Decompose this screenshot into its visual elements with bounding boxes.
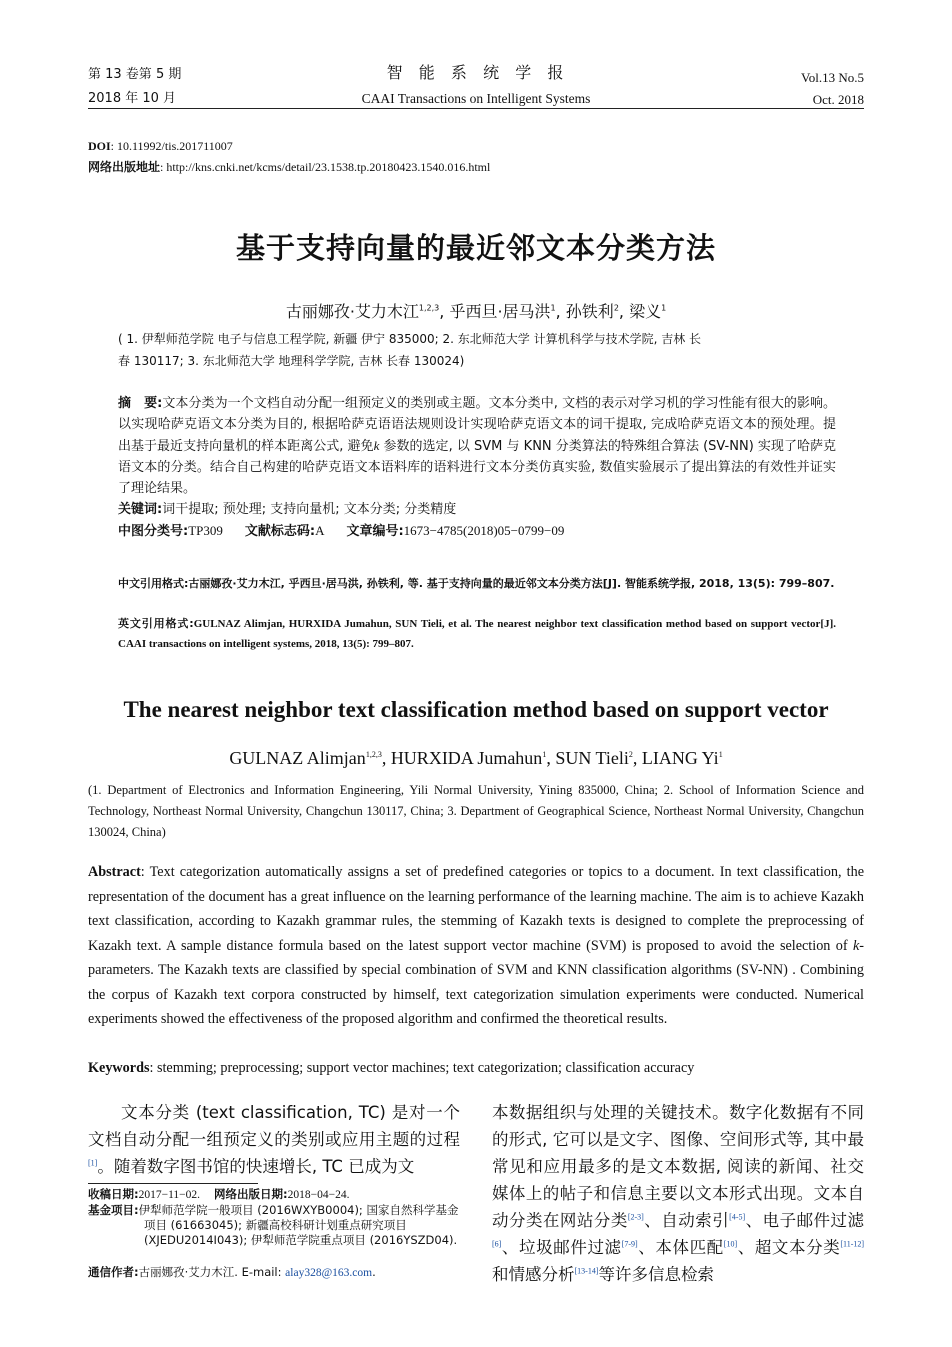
body-right-cite-2[interactable]: [4-5] — [729, 1212, 746, 1222]
title-zh: 基于支持向量的最近邻文本分类方法 — [235, 231, 716, 265]
corr-end: . — [372, 1265, 376, 1279]
fund-label: 基金项目: — [88, 1203, 139, 1217]
body-right-text-7: 和情感分析 — [492, 1265, 575, 1284]
author-en-1-sup: 1,2,3 — [365, 750, 382, 759]
footnote-corresponding — [88, 1265, 460, 1281]
classification-line — [118, 520, 836, 542]
citation-en — [118, 614, 836, 654]
author-zh-1-sup: 1,2,3 — [418, 303, 440, 313]
article-no-value: 1673−4785(2018)05−0799−09 — [403, 523, 565, 538]
affiliations-zh — [118, 328, 838, 372]
authors-zh — [0, 299, 952, 322]
body-right-cite-4[interactable]: [7-9] — [621, 1239, 638, 1249]
keywords-en-label: Keywords — [88, 1060, 150, 1076]
keywords-en-text: : stemming; preprocessing; support vector machines; text categorization; classification accuracy — [149, 1060, 695, 1076]
fund-text: 伊犁师范学院一般项目 (2016WXYB0004); 国家自然科学基金项目 (61663045); 新疆高校科研计划重点研究项目 (XJEDU2014I043); 伊犁师范学院重点项目 (2016YSZD04). — [138, 1203, 459, 1247]
affiliations-zh-line-1: ( 1. 伊犁师范学院 电子与信息工程学院, 新疆 伊宁 835000; 2. 东北师范大学 计算机科学与技术学院, 吉林 长 — [118, 332, 702, 346]
abstract-zh — [118, 393, 836, 542]
date-en: Oct. 2018 — [812, 92, 864, 107]
body-right-text-3: 、电子邮件过滤 — [745, 1211, 865, 1230]
keywords-en — [88, 1057, 864, 1079]
online-address-label: 网络出版地址 — [88, 160, 161, 174]
body-right-cite-6[interactable]: [11-12] — [840, 1239, 865, 1249]
abstract-en-label: Abstract — [88, 864, 141, 880]
authors-en — [0, 748, 952, 769]
body-left-cite-1[interactable]: [1] — [88, 1158, 98, 1168]
author-zh-2-sup: 1 — [550, 303, 556, 313]
affiliations-zh-line-2: 春 130117; 3. 东北师范大学 地理科学学院, 吉林 长春 130024) — [118, 354, 465, 368]
article-no-label: 文章编号: — [346, 524, 404, 539]
body-right-text-6: 、超文本分类 — [737, 1238, 841, 1257]
journal-title-zh: 智 能 系 统 学 报 — [386, 63, 566, 82]
doi-value[interactable]: : 10.11992/tis.201711007 — [110, 139, 233, 153]
clc-value: TP309 — [188, 523, 223, 538]
author-en-4: , LIANG Yi — [632, 748, 719, 768]
body-right-cite-3[interactable]: [6] — [492, 1239, 502, 1249]
footnote-fund — [88, 1203, 460, 1248]
corr-label: 通信作者: — [88, 1265, 139, 1279]
abstract-en-text-1: : Text categorization automatically assigns a set of predefined categories or topics to a document. In text classification, the representation of the document has a great influence on the learning performance of the learning machine. The aim is to achieve Kazakh text classification, according to Kazakh grammar rules, the stemming of Kazakh texts is designed to complete the preprocessing of Kazakh text. A sample distance formula based on the latest support vector machine (SVM) is proposed to avoid the selection of — [88, 864, 864, 954]
body-left-text-1: 文本分类 (text classification, TC) 是对一个文档自动分配一组预定义的类别或应用主题的过程 — [88, 1103, 460, 1149]
author-zh-4: , 梁义 — [618, 302, 662, 321]
abstract-en-text-2: -parameters. The Kazakh texts are classified by special combination of SVM and KNN classification algorithms (SV-NN) . Combining the corpus of Kazakh text corpora constructed by himself, text categorization simulation experiments were conducted. Numerical experiments showed the effectiveness of the proposed algorithm and confirmed the theoretical results. — [88, 937, 864, 1027]
doi-label: DOI — [88, 139, 111, 153]
title-en: The nearest neighbor text classification method based on support vector — [123, 697, 829, 722]
doc-code-value: A — [315, 523, 325, 538]
doi-line — [88, 136, 233, 156]
abstract-zh-label: 摘 要: — [118, 396, 163, 411]
author-zh-3-sup: 2 — [613, 303, 619, 313]
abstract-en-k: k — [852, 937, 860, 954]
abstract-zh-k: k — [373, 438, 380, 453]
received-value: 2017−11−02. — [138, 1189, 201, 1201]
journal-title-en: CAAI Transactions on Intelligent Systems — [361, 91, 591, 106]
received-label: 收稿日期: — [88, 1187, 139, 1201]
body-right-cite-5[interactable]: [10] — [723, 1239, 738, 1249]
online-date-value: 2018−04−24. — [287, 1189, 350, 1201]
online-address-line — [88, 157, 490, 177]
corr-email-link[interactable]: alay328@163.com — [285, 1267, 373, 1279]
abstract-zh-text-1: 文本分类为一个文档自动分配一组预定义的类别或主题。文本分类中, 文档的表示对学习机的学习性能有很大的影响。以实现哈萨克语文本分类为目的, 根据哈萨克语语法规则设计实现哈萨克语文本的词干提取, 完成哈萨克语文本的预处理。提出基于最近支持向量机的样本距离公式, 避免 — [118, 396, 837, 454]
body-left-column — [88, 1099, 460, 1180]
body-left-text-2: 。随着数字图书馆的快速增长, TC 已成为文 — [97, 1157, 415, 1176]
author-en-3-sup: 2 — [628, 750, 633, 759]
online-date-label: 网络出版日期: — [214, 1187, 288, 1201]
body-right-text-1: 本数据组织与处理的关键技术。数字化数据有不同的形式, 它可以是文字、图像、空间形式等, 其中最常见和应用最多的是文本数据, 阅读的新闻、社交媒体上的帖子和信息主要以文本形式出现。文本自动分类在网站分类 — [492, 1103, 864, 1230]
author-zh-3: , 孙铁利 — [555, 302, 614, 321]
keywords-zh-label: 关键词: — [118, 502, 163, 517]
body-right-text-5: 、本体匹配 — [637, 1238, 724, 1257]
keywords-zh — [118, 499, 836, 520]
abstract-en — [88, 860, 864, 1032]
citation-zh — [118, 574, 836, 593]
body-right-column — [492, 1099, 864, 1288]
citation-zh-text: 古丽娜孜·艾力木江, 乎西旦·居马洪, 孙铁利, 等. 基于支持向量的最近邻文本分类方法[J]. 智能系统学报, 2018, 13(5): 799–807. — [188, 577, 835, 590]
volume-issue-en: Vol.13 No.5 — [801, 70, 864, 85]
abstract-zh-body — [118, 393, 836, 499]
author-zh-2: , 乎西旦·居马洪 — [439, 302, 551, 321]
affiliations-en: (1. Department of Electronics and Information Engineering, Yili Normal University, Yining 835000, China; 2. School of Information Science and Technology, Northeast Normal University, Changchun 130117, China; 3. Department of Geographical Science, Northeast Normal University, Changchun 130024, China) — [88, 783, 864, 839]
online-address-value[interactable]: : http://kns.cnki.net/kcms/detail/23.1538.tp.20180423.1540.016.html — [160, 160, 491, 174]
author-en-2-sup: 1 — [542, 750, 547, 759]
body-right-text-2: 、自动索引 — [643, 1211, 730, 1230]
corr-text: 古丽娜孜·艾力木江. E-mail: — [138, 1265, 286, 1279]
keywords-zh-text: 词干提取; 预处理; 支持向量机; 文本分类; 分类精度 — [162, 502, 457, 517]
citation-en-label: 英文引用格式: — [118, 617, 194, 630]
author-en-4-sup: 1 — [718, 750, 723, 759]
footnote-rule — [88, 1183, 258, 1184]
doc-code-label: 文献标志码: — [244, 524, 316, 539]
clc-label: 中图分类号: — [118, 524, 189, 539]
body-right-text-4: 、垃圾邮件过滤 — [501, 1238, 622, 1257]
header-rule — [88, 108, 864, 109]
author-en-3: , SUN Tieli — [546, 748, 629, 768]
body-right-cite-7[interactable]: [13-14] — [574, 1266, 599, 1276]
author-zh-4-sup: 1 — [661, 303, 667, 313]
author-en-2: , HURXIDA Jumahun — [381, 748, 543, 768]
author-en-1: GULNAZ Alimjan — [229, 748, 366, 768]
volume-issue-zh: 第 13 卷第 5 期 — [88, 67, 182, 82]
body-right-text-8: 等许多信息检索 — [598, 1265, 714, 1284]
footnote-dates — [88, 1187, 460, 1203]
date-zh: 2018 年 10 月 — [88, 91, 177, 106]
body-right-cite-1[interactable]: [2-3] — [627, 1212, 644, 1222]
citation-zh-label: 中文引用格式: — [118, 577, 189, 590]
abstract-zh-text-2: 参数的选定, 以 SVM 与 KNN 分类算法的特殊组合算法 (SV-NN) 实现了哈萨克语文本的分类。结合自己构建的哈萨克语文本语料库的语料进行文本分类仿真实验, 数值实验展示了提出算法的有效性并证实了理论结果。 — [118, 439, 836, 496]
citation-en-text: GULNAZ Alimjan, HURXIDA Jumahun, SUN Tieli, et al. The nearest neighbor text classification method based on support vector[J]. CAAI transactions on intelligent systems, 2018, 13(5): 799–807. — [118, 618, 836, 650]
author-zh-1: 古丽娜孜·艾力木江 — [285, 302, 419, 321]
